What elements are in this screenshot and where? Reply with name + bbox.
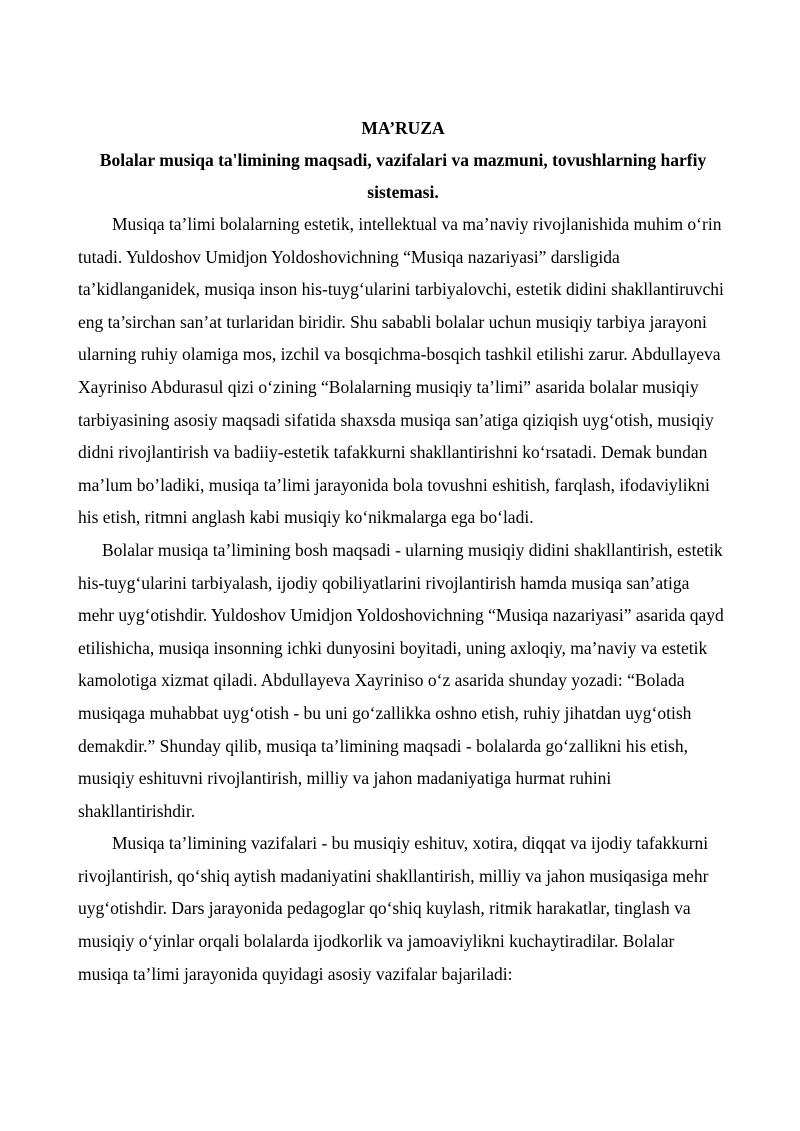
- paragraph-intro: Musiqa ta’limi bolalarning estetik, intellektual va ma’naviy rivojlanishida muhim o‘rin tutadi. Yuldoshov Umidjon Yoldoshovichning “Musiqa nazariyasi” darsligida ta’kidlanganidek, musiqa inson his-tuyg‘ularini tarbiyalovchi, estetik didini shakllantiruvchi eng ta’sirchan san’at turlaridan biridir. Shu sababli bolalar uchun musiqiy tarbiya jarayoni ularning ruhiy olamiga mos, izchil va bosqichma-bosqich tashkil etilishi zarur. Abdullayeva Xayriniso Abdurasul qizi o‘zining “Bolalarning musiqiy ta’limi” asarida bolalar musiqiy tarbiyasining asosiy maqsadi sifatida shaxsda musiqa san’atiga qiziqish uyg‘otish, musiqiy didni rivojlantirish va badiiy-estetik tafakkurni shakllantirishni ko‘rsatadi. Demak bundan ma’lum bo’ladiki, musiqa ta’limi jarayonida bola tovushni eshitish, farqlash, ifodaviylikni his etish, ritmni anglash kabi musiqiy ko‘nikmalarga ega bo‘ladi.: [78, 214, 724, 528]
- paragraph-tasks: Musiqa ta’limining vazifalari - bu musiqiy eshituv, xotira, diqqat va ijodiy tafakkurni rivojlantirish, qo‘shiq aytish madaniyatini shakllantirish, milliy va jahon musiqasiga mehr uyg‘otishdir. Dars jarayonida pedagoglar qo‘shiq kuylash, ritmik harakatlar, tinglash va musiqiy o‘yinlar orqali bolalarda ijodkorlik va jamoaviylikni kuchaytiradilar. Bolalar musiqa ta’limi jarayonida quyidagi asosiy vazifalar bajariladi:: [78, 833, 709, 984]
- document-subtitle: Bolalar musiqa ta'limining maqsadi, vazifalari va mazmuni, tovushlarning harfiy sistemasi.: [99, 150, 707, 202]
- paragraph-main-goal: Bolalar musiqa ta’limining bosh maqsadi - ularning musiqiy didini shakllantirish, estetik his-tuyg‘ularini tarbiyalash, ijodiy qobiliyatlarini rivojlantirish hamda musiqa san’atiga mehr uyg‘otishdir. Yuldoshov Umidjon Yoldoshovichning “Musiqa nazariyasi” asarida qayd etilishicha, musiqa insonning ichki dunyosini boyitadi, uning axloqiy, ma’naviy va estetik kamolotiga xizmat qiladi. Abdullayeva Xayriniso o‘z asarida shunday yozadi: “Bolada musiqaga muhabbat uyg‘otish - bu uni go‘zallikka oshno etish, ruhiy jihatdan uyg‘otish demakdir.” Shunday qilib, musiqa ta’limining maqsadi - bolalarda go‘zallikni his etish, musiqiy eshituvni rivojlantirish, milliy va jahon madaniyatiga hurmat ruhini shakllantirishdir.: [78, 539, 724, 821]
- document-title: MA’RUZA: [361, 118, 445, 138]
